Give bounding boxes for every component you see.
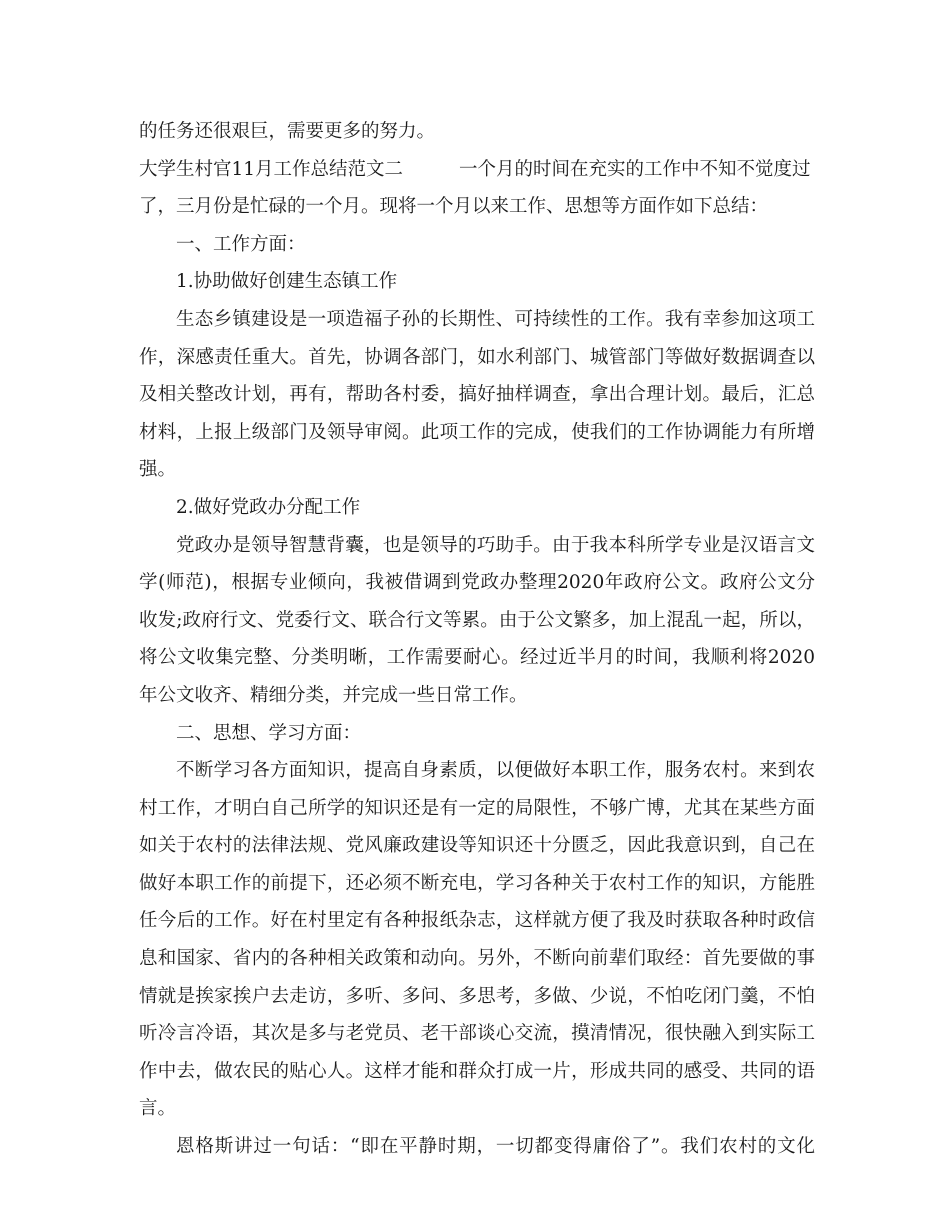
text-line: 生态乡镇建设是一项造福子孙的长期性、可持续性的工作。我有幸参加这项工 <box>176 308 815 330</box>
text-line: 收发;政府行文、党委行文、联合行文等累。由于公文繁多，加上混乱一起，所以， <box>139 609 815 631</box>
text-line: 不断学习各方面知识，提高自身素质，以便做好本职工作，服务农村。来到农 <box>176 760 815 782</box>
text-line: 材料，上报上级部门及领导审阅。此项工作的完成，使我们的工作协调能力有所增 <box>139 421 815 443</box>
text-line: 村工作，才明白自己所学的知识还是有一定的局限性，不够广博，尤其在某些方面 <box>139 797 815 819</box>
text-line: 情就是挨家挨户去走访，多听、多问、多思考，多做、少说，不怕吃闭门羹，不怕 <box>139 985 815 1007</box>
text-line: 做好本职工作的前提下，还必须不断充电，学习各种关于农村工作的知识，方能胜 <box>139 872 815 894</box>
text-line: 了，三月份是忙碌的一个月。现将一个月以来工作、思想等方面作如下总结： <box>139 196 769 218</box>
text-line: 强。 <box>139 459 177 481</box>
text-line: 及相关整改计划，再有，帮助各村委，搞好抽样调查，拿出合理计划。最后，汇总 <box>139 384 815 406</box>
text-line: 年公文收齐、精细分类，并完成一些日常工作。 <box>139 684 528 706</box>
text-line: 恩格斯讲过一句话：“即在平静时期，一切都变得庸俗了”。我们农村的文化 <box>176 1136 815 1158</box>
text-line: 的任务还很艰巨，需要更多的努力。 <box>139 121 436 142</box>
subheading-party-office: 2.做好党政办分配工作 <box>176 496 361 518</box>
text-line: 言。 <box>139 1098 177 1120</box>
subheading-eco-town: 1.协助做好创建生态镇工作 <box>176 271 398 293</box>
text-line: 听冷言冷语，其次是多与老党员、老干部谈心交流，摸清情况，很快融入到实际工 <box>139 1023 815 1045</box>
heading-thought-study: 二、思想、学习方面： <box>176 722 362 744</box>
text-line: 作，深感责任重大。首先，协调各部门，如水利部门、城管部门等做好数据调查以 <box>139 346 815 368</box>
heading-work: 一、工作方面： <box>176 233 306 255</box>
text-line <box>139 151 815 189</box>
text-line: 党政办是领导智慧背囊，也是领导的巧助手。由于我本科所学专业是汉语言文 <box>176 534 815 556</box>
text-line: 将公文收集完整、分类明晰，工作需要耐心。经过近半月的时间，我顺利将2020 <box>139 647 815 669</box>
text-line: 任今后的工作。好在村里定有各种报纸杂志，这样就方便了我及时获取各种时政信 <box>139 910 815 932</box>
text-line: 学(师范)，根据专业倾向，我被借调到党政办整理2020年政府公文。政府公文分 <box>139 572 815 594</box>
document-body <box>139 113 815 1166</box>
section-title: 大学生村官11月工作总结范文二 <box>139 158 404 180</box>
text-line: 息和国家、省内的各种相关政策和动向。另外，不断向前辈们取经：首先要做的事 <box>139 948 815 970</box>
paragraph-start: 一个月的时间在充实的工作中不知不觉度过 <box>459 158 811 180</box>
text-line: 作中去，做农民的贴心人。这样才能和群众打成一片，形成共同的感受、共同的语 <box>139 1060 815 1082</box>
text-line: 如关于农村的法律法规、党风廉政建设等知识还十分匮乏，因此我意识到，自己在 <box>139 835 815 857</box>
